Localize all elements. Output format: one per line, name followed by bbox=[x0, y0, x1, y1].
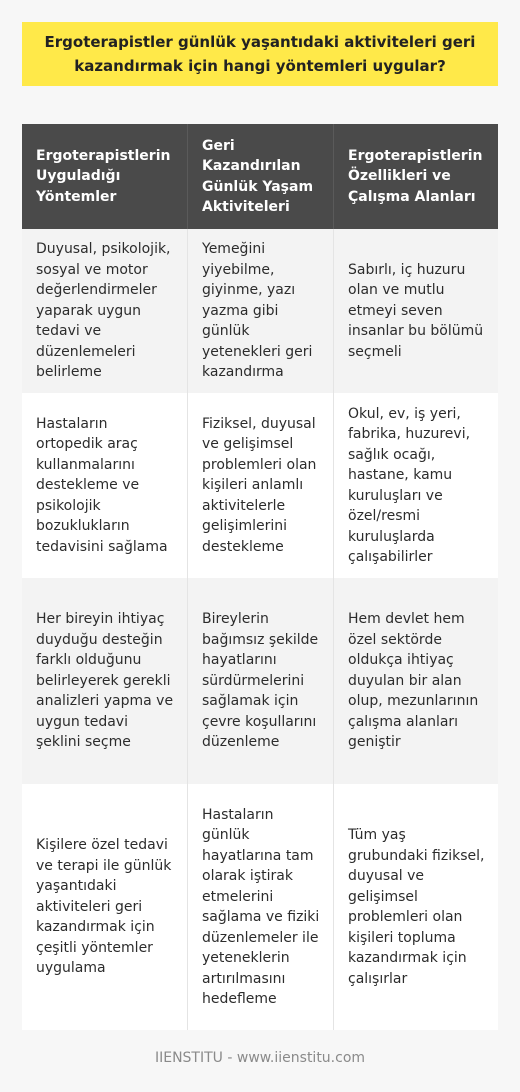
title-banner bbox=[22, 22, 498, 86]
table-cell: Yemeğini yiyebilme, giyinme, yazı yazma gibi günlük yetenekleri geri kazandırma bbox=[188, 229, 334, 393]
table-header-activities: Geri Kazandırılan Günlük Yaşam Aktiviteleri bbox=[188, 124, 334, 229]
table-cell: Tüm yaş grubundaki fiziksel, duyusal ve gelişimsel problemleri olan kişileri topluma kazandırmak için çalışırlar bbox=[334, 784, 498, 1030]
footer-credit: IIENSTITU - www.iienstitu.com bbox=[154, 1050, 366, 1066]
table-cell: Duyusal, psikolojik, sosyal ve motor değerlendirmeler yaparak uygun tedavi ve düzenlemeleri belirleme bbox=[22, 229, 188, 393]
table-cell: Her bireyin ihtiyaç duyduğu desteğin farklı olduğunu belirleyerek gerekli analizleri yapma ve uygun tedavi şeklini seçme bbox=[22, 578, 188, 784]
table-cell: Hastaların ortopedik araç kullanmalarını destekleme ve psikolojik bozuklukların tedavisini sağlama bbox=[22, 393, 188, 578]
table-cell: Hastaların günlük hayatlarına tam olarak iştirak etmelerini sağlama ve fiziki düzenlemeler ile yeteneklerin artırılmasını hedefleme bbox=[188, 784, 334, 1030]
table-cell: Bireylerin bağımsız şekilde hayatlarını sürdürmelerini sağlamak için çevre koşullarını düzenleme bbox=[188, 578, 334, 784]
table-header-features: Ergoterapistlerin Özellikleri ve Çalışma Alanları bbox=[334, 124, 498, 229]
table-cell: Fiziksel, duyusal ve gelişimsel problemleri olan kişileri anlamlı aktivitelerle gelişimlerini destekleme bbox=[188, 393, 334, 578]
table-cell: Sabırlı, iç huzuru olan ve mutlu etmeyi seven insanlar bu bölümü seçmeli bbox=[334, 229, 498, 393]
table-cell: Okul, ev, iş yeri, fabrika, huzurevi, sağlık ocağı, hastane, kamu kuruluşları ve özel/resmi kuruluşlarda çalışabilirler bbox=[334, 393, 498, 578]
table-cell: Hem devlet hem özel sektörde oldukça ihtiyaç duyulan bir alan olup, mezunlarının çalışma alanları geniştir bbox=[334, 578, 498, 784]
page-title: Ergoterapistler günlük yaşantıdaki aktiviteleri geri kazandırmak için hangi yöntemleri uygular? bbox=[44, 33, 476, 75]
table-cell: Kişilere özel tedavi ve terapi ile günlük yaşantıdaki aktiviteleri geri kazandırmak için çeşitli yöntemler uygulama bbox=[22, 784, 188, 1030]
comparison-table bbox=[22, 124, 498, 1030]
table-header-methods: Ergoterapistlerin Uyguladığı Yöntemler bbox=[22, 124, 188, 229]
